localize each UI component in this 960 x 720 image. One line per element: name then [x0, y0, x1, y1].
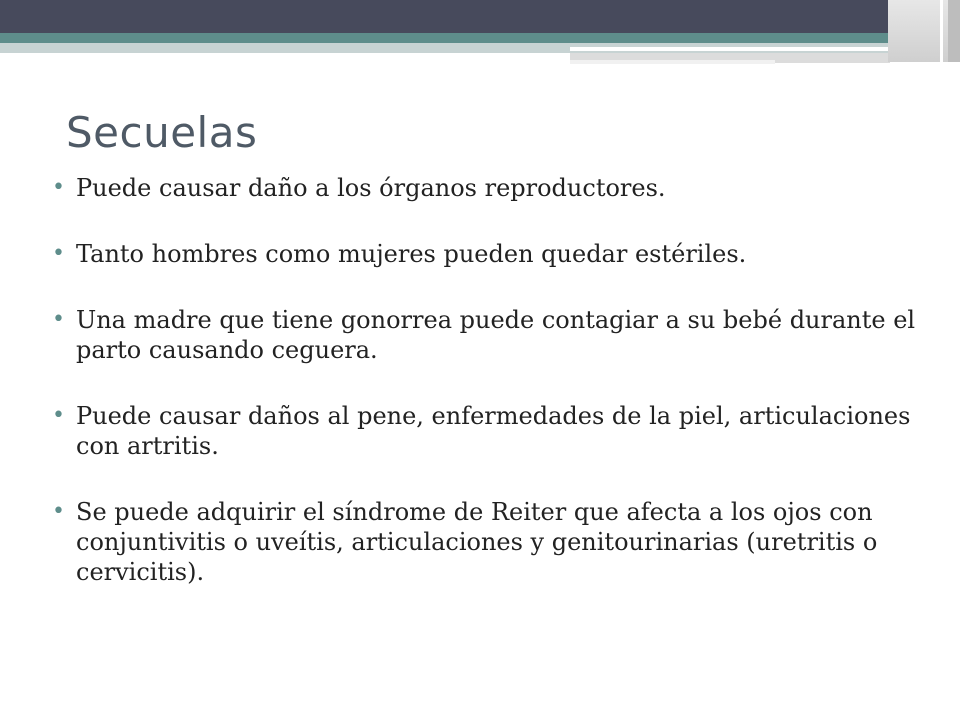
bullet-text: Una madre que tiene gonorrea puede contagiar a su bebé durante el parto causando ceguera.	[76, 306, 916, 364]
header-band-teal	[0, 33, 960, 43]
header-accent-white-strip	[570, 47, 890, 51]
bullet-text: Puede causar daño a los órganos reproductores.	[76, 174, 666, 202]
header-accent-pale-strip	[570, 60, 775, 64]
bullet-item	[52, 173, 922, 203]
bullet-dot-icon: •	[52, 241, 65, 266]
bullet-text: Se puede adquirir el síndrome de Reiter que afecta a los ojos con conjuntivitis o uveítis, articulaciones y genitourinarias (uretritis o cervicitis).	[76, 498, 878, 586]
bullet-dot-icon: •	[52, 307, 65, 332]
header-right-line	[940, 0, 943, 62]
bullet-dot-icon: •	[52, 403, 65, 428]
header-right-cap	[948, 0, 960, 62]
bullet-item	[52, 305, 922, 365]
bullet-item	[52, 401, 922, 461]
bullet-dot-icon: •	[52, 175, 65, 200]
bullet-list	[52, 173, 922, 623]
slide-title: Secuelas	[66, 108, 258, 157]
bullet-item	[52, 497, 922, 587]
bullet-text: Tanto hombres como mujeres pueden quedar estériles.	[76, 240, 747, 268]
bullet-text: Puede causar daños al pene, enfermedades de la piel, articulaciones con artritis.	[76, 402, 911, 460]
bullet-item	[52, 239, 922, 269]
bullet-dot-icon: •	[52, 499, 65, 524]
header-band-dark	[0, 0, 960, 33]
